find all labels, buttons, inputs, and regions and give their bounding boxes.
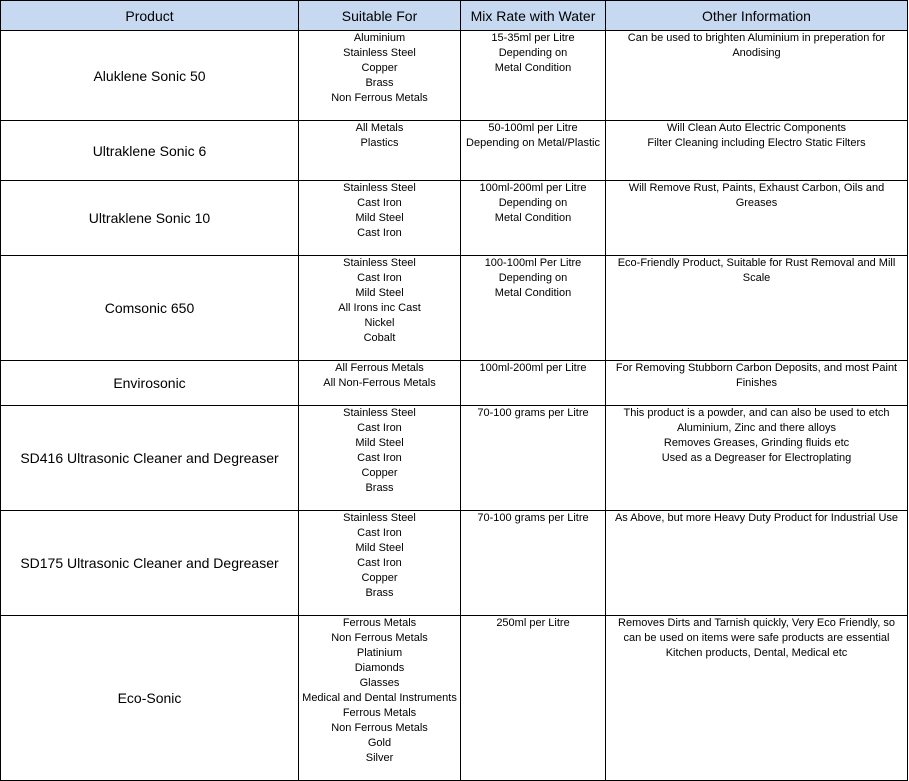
mix-rate-line: 15-35ml per Litre (491, 32, 575, 44)
suitable-for-line: All Irons inc Cast (338, 302, 421, 314)
header-other-information: Other Information (606, 1, 908, 31)
other-info-cell (606, 121, 908, 181)
table-row (1, 511, 908, 616)
table-row (1, 121, 908, 181)
suitable-for-cell (299, 31, 461, 121)
mix-rate-line: Depending on (498, 272, 568, 284)
mix-rate-line: 100ml-200ml per Litre (479, 182, 587, 194)
table-row (1, 31, 908, 121)
other-info-line: Removes Greases, Grinding fluids etc (663, 437, 850, 449)
other-info-line: Will Remove Rust, Paints, Exhaust Carbon, Oils and Greases (628, 182, 885, 209)
suitable-for-line: Copper (361, 467, 398, 479)
suitable-for-line: Cast Iron (357, 227, 402, 239)
mix-rate-line: Metal Condition (494, 212, 572, 224)
mix-rate-cell (461, 256, 606, 361)
suitable-for-line: Stainless Steel (343, 407, 416, 419)
suitable-for-line: Cast Iron (357, 527, 402, 539)
suitable-for-cell (299, 181, 461, 256)
mix-rate-line: Depending on Metal/Plastic (466, 137, 600, 149)
mix-rate-line: 70-100 grams per Litre (477, 407, 589, 419)
suitable-for-line: Platinium (356, 647, 403, 659)
suitable-for-line: Non Ferrous Metals (331, 722, 428, 734)
table-row (1, 406, 908, 511)
mix-rate-cell (461, 406, 606, 511)
suitable-for-line: All Ferrous Metals (335, 362, 424, 374)
suitable-for-cell (299, 256, 461, 361)
other-info-cell (606, 361, 908, 406)
mix-rate-cell (461, 361, 606, 406)
suitable-for-line: Copper (361, 62, 398, 74)
header-row (1, 1, 908, 31)
other-info-cell (606, 256, 908, 361)
suitable-for-line: Cast Iron (357, 422, 402, 434)
suitable-for-line: Ferrous Metals (342, 707, 417, 719)
suitable-for-line: Brass (365, 587, 394, 599)
suitable-for-line: Non Ferrous Metals (331, 632, 428, 644)
other-info-line: This product is a powder, and can also be used to etch Aluminium, Zinc and there alloys (623, 407, 890, 434)
suitable-for-line: Nickel (364, 317, 395, 329)
suitable-for-line: Brass (365, 77, 394, 89)
mix-rate-line: Depending on (498, 197, 568, 209)
other-info-line: Kitchen products, Dental, Medical etc (665, 647, 848, 659)
mix-rate-line: 50-100ml per Litre (488, 122, 578, 134)
mix-rate-line: 70-100 grams per Litre (477, 512, 589, 524)
mix-rate-line: 250ml per Litre (496, 617, 570, 629)
product-name: Aluklene Sonic 50 (1, 31, 299, 121)
suitable-for-line: Mild Steel (355, 542, 404, 554)
table-row (1, 616, 908, 781)
product-name: SD175 Ultrasonic Cleaner and Degreaser (1, 511, 299, 616)
other-info-line: Filter Cleaning including Electro Static Filters (647, 137, 866, 149)
mix-rate-cell (461, 31, 606, 121)
suitable-for-line: Aluminium (353, 32, 406, 44)
suitable-for-line: Stainless Steel (343, 47, 416, 59)
table-row (1, 181, 908, 256)
suitable-for-line: Diamonds (354, 662, 405, 674)
other-info-line: Used as a Degreaser for Electroplating (661, 452, 852, 464)
suitable-for-line: Stainless Steel (343, 257, 416, 269)
suitable-for-line: Cobalt (363, 332, 396, 344)
product-name: SD416 Ultrasonic Cleaner and Degreaser (1, 406, 299, 511)
mix-rate-line: 100ml-200ml per Litre (479, 362, 587, 374)
other-info-line: Will Clean Auto Electric Components (666, 122, 847, 134)
suitable-for-line: All Metals (355, 122, 404, 134)
suitable-for-line: Plastics (360, 137, 399, 149)
suitable-for-line: Cast Iron (357, 557, 402, 569)
table-row (1, 361, 908, 406)
suitable-for-cell (299, 511, 461, 616)
mix-rate-cell (461, 616, 606, 781)
header-product: Product (1, 1, 299, 31)
product-name: Eco-Sonic (1, 616, 299, 781)
product-name: Ultraklene Sonic 6 (1, 121, 299, 181)
product-name: Comsonic 650 (1, 256, 299, 361)
mix-rate-line: Metal Condition (494, 287, 572, 299)
suitable-for-line: Cast Iron (357, 197, 402, 209)
other-info-cell (606, 616, 908, 781)
other-info-cell (606, 406, 908, 511)
other-info-line: As Above, but more Heavy Duty Product for Industrial Use (614, 512, 899, 524)
mix-rate-line: Metal Condition (494, 62, 572, 74)
product-name: Ultraklene Sonic 10 (1, 181, 299, 256)
table-body (1, 31, 908, 781)
other-info-cell (606, 511, 908, 616)
suitable-for-line: Ferrous Metals (342, 617, 417, 629)
suitable-for-line: Gold (367, 737, 392, 749)
suitable-for-line: All Non-Ferrous Metals (323, 377, 436, 389)
suitable-for-cell (299, 616, 461, 781)
other-info-cell (606, 31, 908, 121)
suitable-for-line: Mild Steel (355, 287, 404, 299)
suitable-for-line: Copper (361, 572, 398, 584)
suitable-for-line: Non Ferrous Metals (331, 92, 428, 104)
suitable-for-line: Stainless Steel (343, 512, 416, 524)
mix-rate-cell (461, 511, 606, 616)
table-row (1, 256, 908, 361)
mix-rate-line: Depending on (498, 47, 568, 59)
suitable-for-line: Mild Steel (355, 212, 404, 224)
suitable-for-line: Stainless Steel (343, 182, 416, 194)
suitable-for-line: Silver (365, 752, 394, 764)
other-info-line: For Removing Stubborn Carbon Deposits, and most Paint Finishes (615, 362, 898, 389)
suitable-for-line: Cast Iron (357, 272, 402, 284)
product-name: Envirosonic (1, 361, 299, 406)
mix-rate-cell (461, 181, 606, 256)
other-info-line: Can be used to brighten Aluminium in preperation for Anodising (627, 32, 886, 59)
suitable-for-line: Glasses (359, 677, 400, 689)
suitable-for-cell (299, 406, 461, 511)
header-suitable-for: Suitable For (299, 1, 461, 31)
mix-rate-cell (461, 121, 606, 181)
suitable-for-line: Mild Steel (355, 437, 404, 449)
suitable-for-cell (299, 121, 461, 181)
other-info-cell (606, 181, 908, 256)
other-info-line: Removes Dirts and Tarnish quickly, Very Eco Friendly, so can be used on items were safe products are essential (618, 617, 895, 644)
mix-rate-line: 100-100ml Per Litre (484, 257, 582, 269)
suitable-for-line: Medical and Dental Instruments (302, 692, 457, 704)
suitable-for-line: Brass (365, 482, 394, 494)
other-info-line: Eco-Friendly Product, Suitable for Rust Removal and Mill Scale (617, 257, 896, 284)
suitable-for-cell (299, 361, 461, 406)
header-mix-rate: Mix Rate with Water (461, 1, 606, 31)
suitable-for-line: Cast Iron (357, 452, 402, 464)
